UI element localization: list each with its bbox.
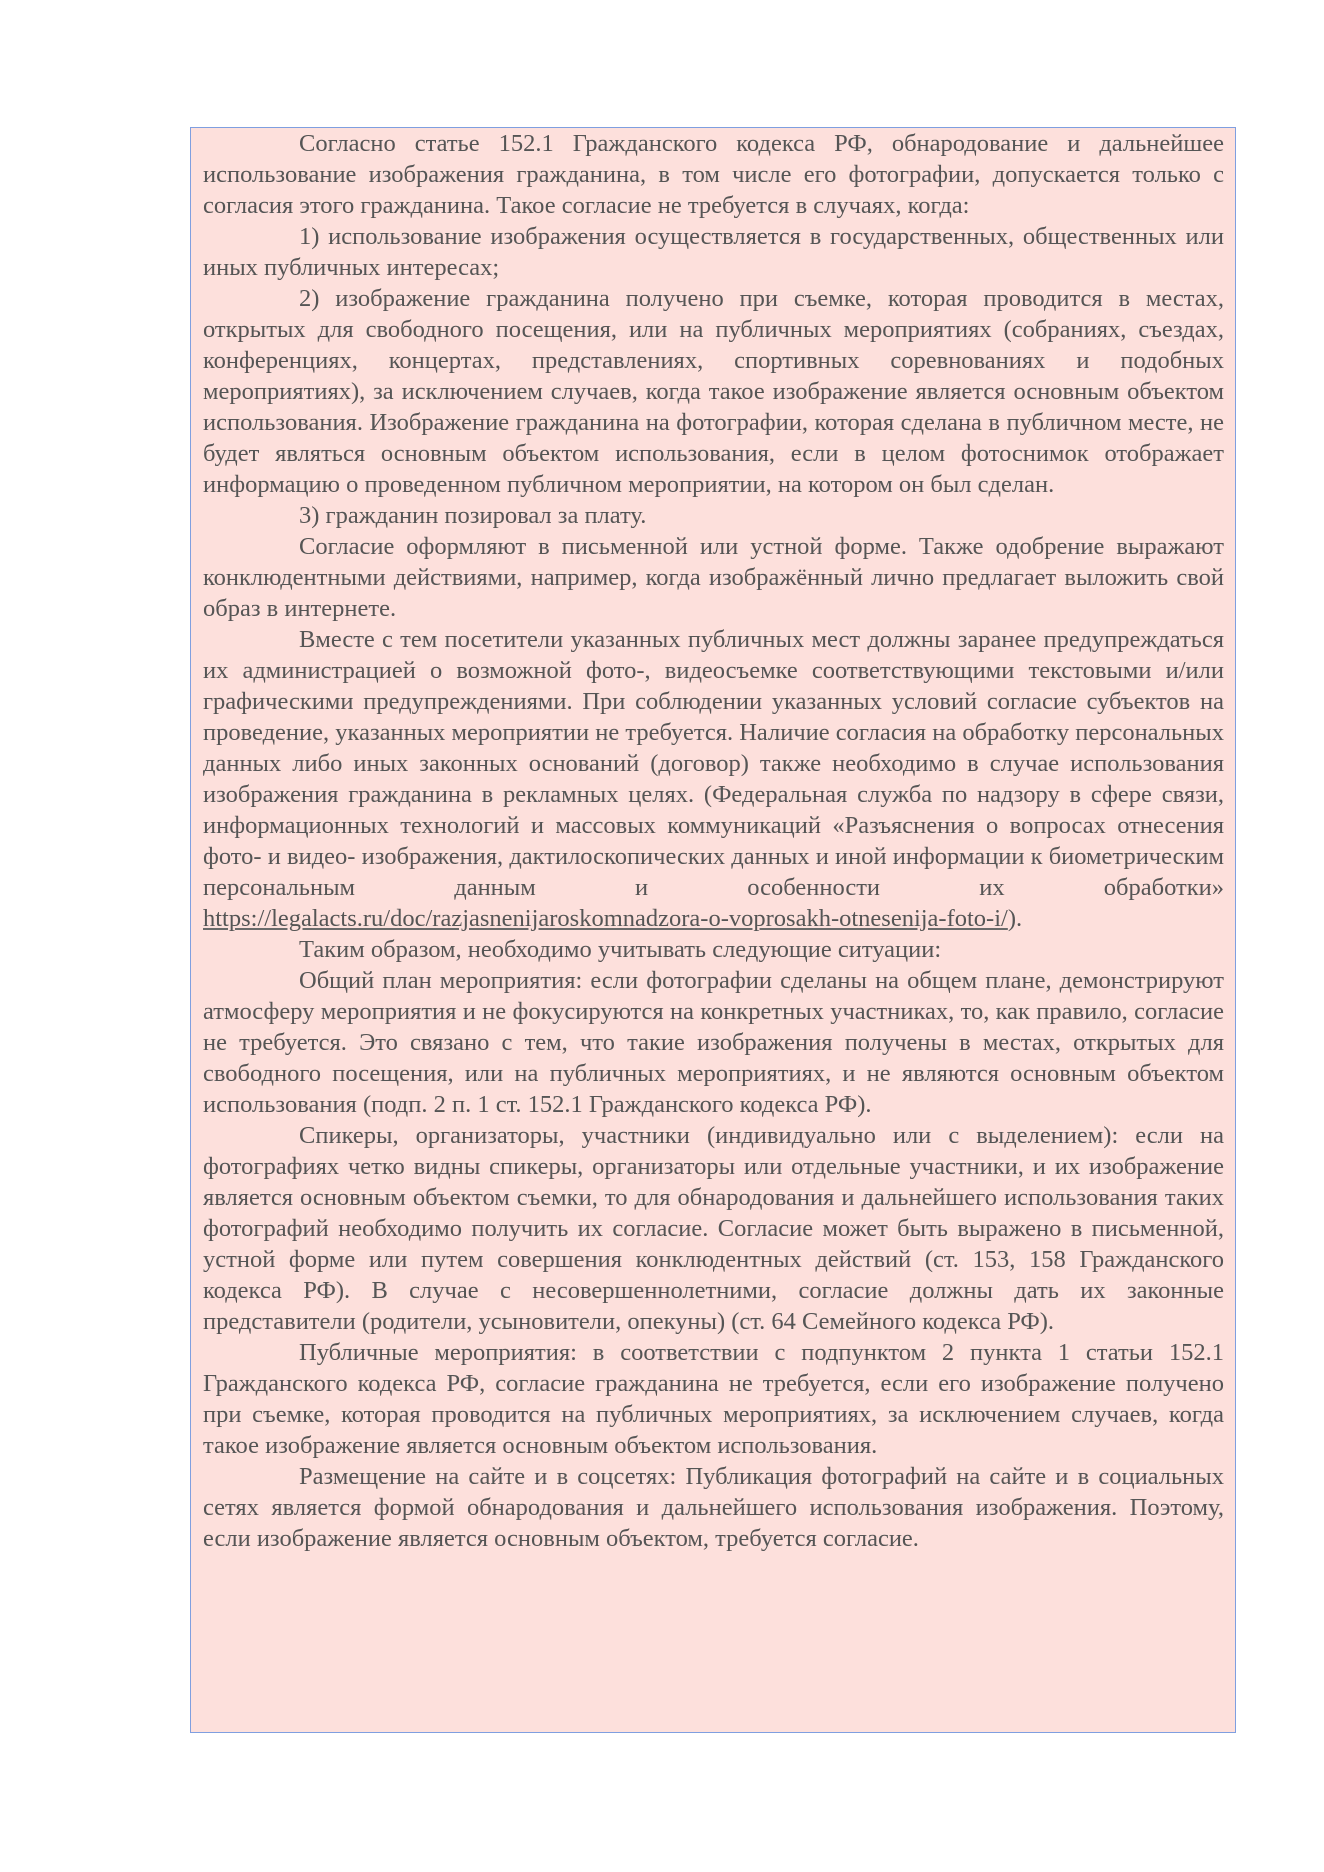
legalacts-link[interactable]: https://legalacts.ru/doc/razjasnenijaroskomnadzora-o-voprosakh-otnesenija-foto-i/ (203, 905, 1008, 932)
paragraph-exception-3: 3) гражданин позировал за плату. (299, 502, 647, 529)
paragraph-speakers: Спикеры, организаторы, участники (индивидуально или с выделением): если на фотографиях четко видны спикеры, организаторы или отдельные участники, и их изображение является основным объектом съемки, то для обнародования и дальнейшего использования таких фотографий необходимо получить их согласие. Согласие может быть выражено в письменной, устной форме или путем совершения конклюдентных действий (ст. 153, 158 Гражданского кодекса РФ). В случае с несовершеннолетними, согласие должны дать их законные представители (родители, усыновители, опекуны) (ст. 64 Семейного кодекса РФ). (203, 1122, 1224, 1335)
paragraph-exception-2: 2) изображение гражданина получено при съемке, которая проводится в местах, открытых для свободного посещения, или на публичных мероприятиях (собраниях, съездах, конференциях, концертах, представлениях, спортивных соревнованиях и подобных мероприятиях), за исключением случаев, когда такое изображение является основным объектом использования. Изображение гражданина на фотографии, которая сделана в публичном месте, не будет являться основным объектом использования, если в целом фотоснимок отображает информацию о проведенном публичном мероприятии, на котором он был сделан. (203, 285, 1224, 498)
paragraph-visitors-warning-text: Вместе с тем посетители указанных публичных мест должны заранее предупреждаться их администрацией о возможной фото-, видеосъемке соответствующими текстовыми и/или графическими предупреждениями. При соблюдении указанных условий согласие субъектов на проведение, указанных мероприятии не требуется. Наличие согласия на обработку персональных данных либо иных законных оснований (договор) также необходимо в случае использования изображения гражданина в рекламных целях. (Федеральная служба по надзору в сфере связи, информационных технологий и массовых коммуникаций «Разъяснения о вопросах отнесения фото- и видео- изображения, дактилоскопических данных и иной информации к биометрическим персональным данным и особенности их обработки» (203, 626, 1224, 901)
paragraph-exception-1: 1) использование изображения осуществляется в государственных, общественных или иных публичных интересах; (203, 223, 1224, 281)
paragraph-situations-intro: Таким образом, необходимо учитывать следующие ситуации: (299, 936, 942, 963)
paragraph-visitors-warning-end: ). (1007, 905, 1023, 932)
paragraph-public-events: Публичные мероприятия: в соответствии с подпунктом 2 пункта 1 статьи 152.1 Гражданского кодекса РФ, согласие гражданина не требуется, если его изображение получено при съемке, которая проводится на публичных мероприятиях, за исключением случаев, когда такое изображение является основным объектом использования. (203, 1339, 1224, 1459)
paragraph-visitors-warning (203, 624, 1224, 934)
highlighted-text-block (190, 127, 1236, 1733)
paragraph-consent-form: Согласие оформляют в письменной или устной форме. Также одобрение выражают конклюдентными действиями, например, когда изображённый лично предлагает выложить свой образ в интернете. (203, 533, 1224, 622)
paragraph-article-152-1: Согласно статье 152.1 Гражданского кодекса РФ, обнародование и дальнейшее использование изображения гражданина, в том числе его фотографии, допускается только с согласия этого гражданина. Такое согласие не требуется в случаях, когда: (203, 130, 1224, 219)
paragraph-website-social: Размещение на сайте и в соцсетях: Публикация фотографий на сайте и в социальных сетях является формой обнародования и дальнейшего использования изображения. Поэтому, если изображение является основным объектом, требуется согласие. (203, 1463, 1224, 1552)
paragraph-general-plan: Общий план мероприятия: если фотографии сделаны на общем плане, демонстрируют атмосферу мероприятия и не фокусируются на конкретных участниках, то, как правило, согласие не требуется. Это связано с тем, что такие изображения получены в местах, открытых для свободного посещения, или на публичных мероприятиях, и не являются основным объектом использования (подп. 2 п. 1 ст. 152.1 Гражданского кодекса РФ). (203, 967, 1224, 1118)
